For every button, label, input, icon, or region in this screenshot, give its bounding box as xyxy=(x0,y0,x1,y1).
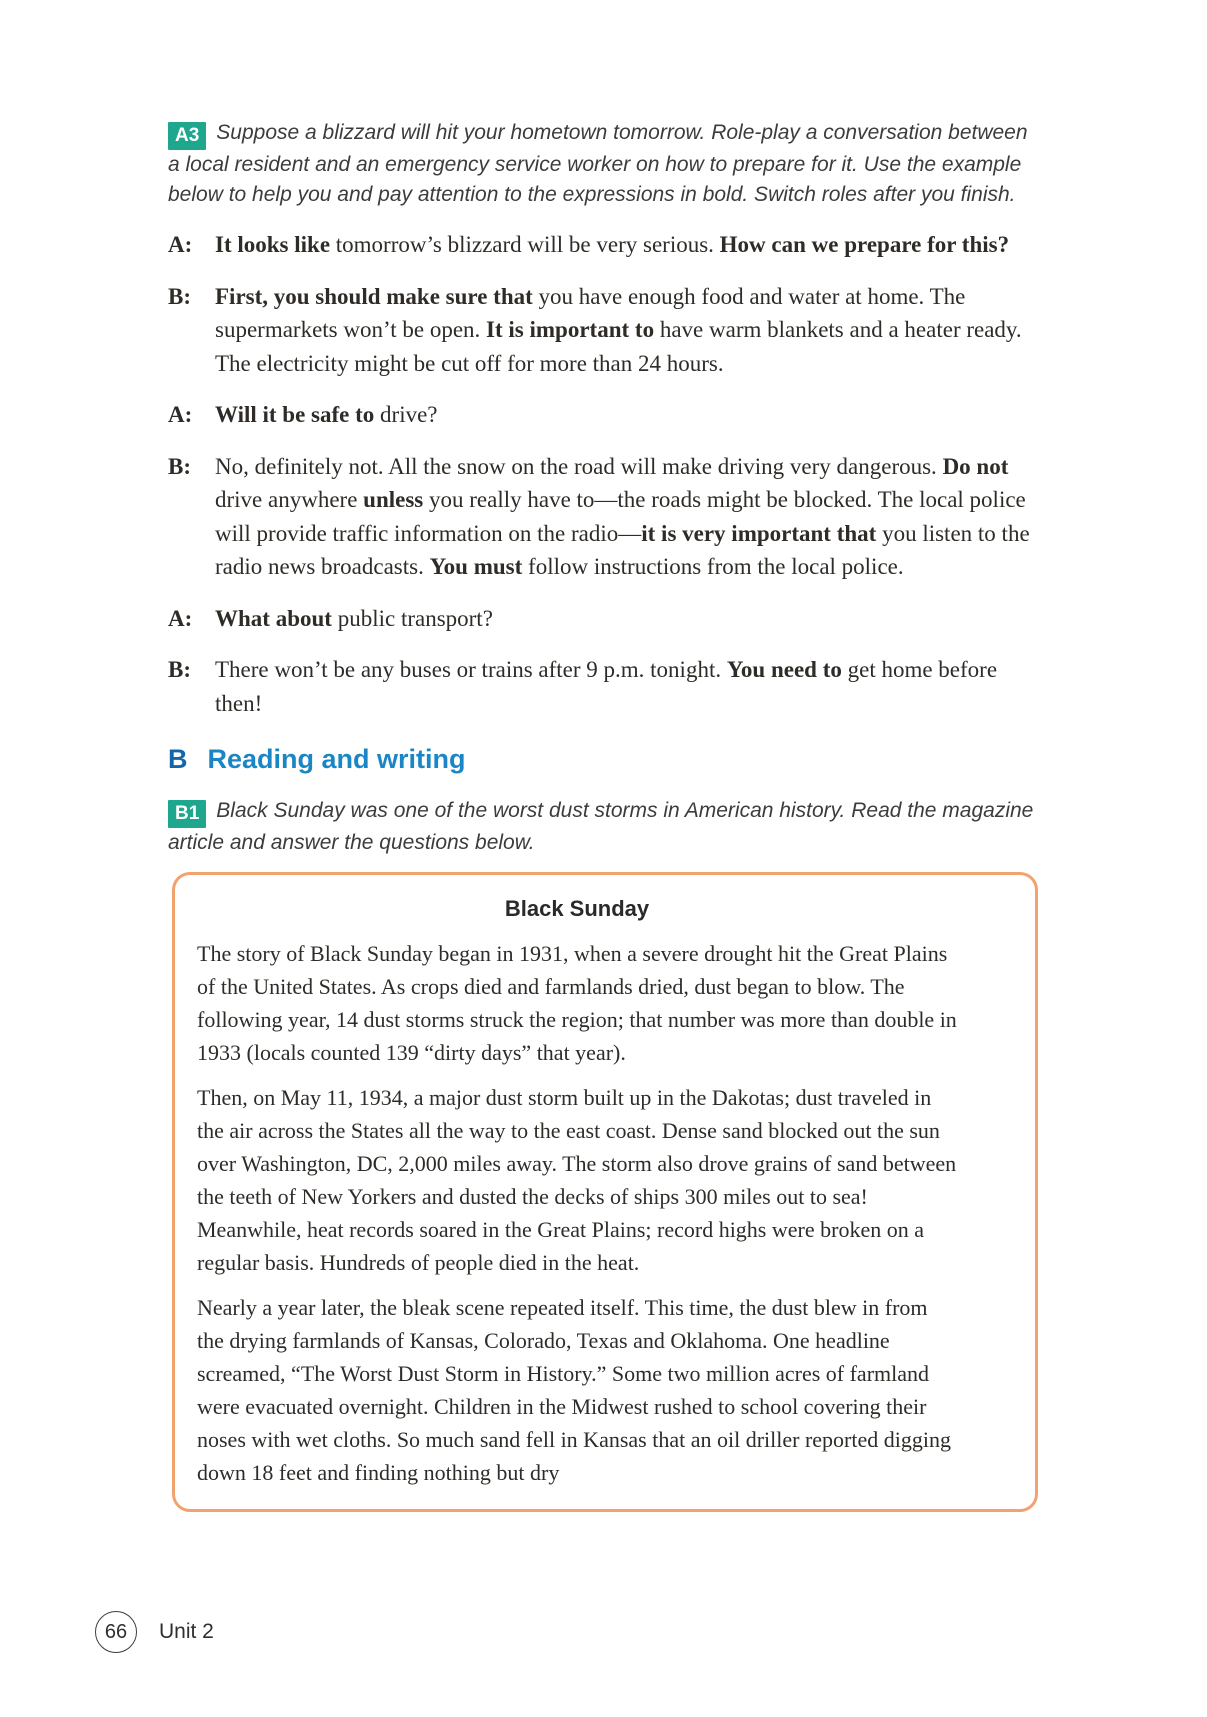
exercise-b1-instructions-text: Black Sunday was one of the worst dust storms in American history. Read the magazine article and answer the questions below. xyxy=(168,799,1034,854)
article-paragraph: Then, on May 11, 1934, a major dust storm built up in the Dakotas; dust traveled in the air across the States all the way to the east coast. Dense sand blocked out the sun over Washington, DC, 2,000 miles away. The storm also drove grains of sand between the teeth of New Yorkers and dusted the decks of ships 300 miles out to sea! Meanwhile, heat records soared in the Great Plains; record highs were broken on a regular basis. Hundreds of people died in the heat. xyxy=(197,1085,957,1275)
dialogue-text: No, definitely not. All the snow on the road will make driving very dangerous. Do not drive anywhere unless you really have to—the roads might be blocked. The local police will provide traffic information on the radio—it is very important that you listen to the radio news broadcasts. You must follow instructions from the local police. xyxy=(215,453,1030,579)
dialogue-row xyxy=(168,653,1038,720)
exercise-b1-badge: B1 xyxy=(168,800,206,828)
exercise-a3-instructions xyxy=(168,118,1038,210)
article-paragraph: The story of Black Sunday began in 1931, when a severe drought hit the Great Plains of the United States. As crops died and farmlands dried, dust began to blow. The following year, 14 dust storms struck the region; that number was more than double in 1933 (locals counted 139 “dirty days” that year). xyxy=(197,941,957,1065)
section-b-letter: B xyxy=(168,744,188,774)
dialogue-row xyxy=(168,228,1038,262)
exercise-a3-badge: A3 xyxy=(168,122,206,150)
section-b-title: Reading and writing xyxy=(207,744,466,774)
dialogue-text: Will it be safe to drive? xyxy=(215,402,438,427)
dialogue-text: There won’t be any buses or trains after 9 p.m. tonight. You need to get home before then! xyxy=(215,657,998,716)
article-paragraphs xyxy=(197,937,957,1489)
speaker-label: B: xyxy=(168,657,191,682)
page-content xyxy=(168,118,1038,1512)
unit-label: Unit 2 xyxy=(159,1620,214,1643)
article-paragraph: Nearly a year later, the bleak scene repeated itself. This time, the dust blew in from the drying farmlands of Kansas, Colorado, Texas and Oklahoma. One headline screamed, “The Worst Dust Storm in History.” Some two million acres of farmland were evacuated overnight. Children in the Midwest rushed to school covering their noses with wet cloths. So much sand fell in Kansas that an oil driller reported digging down 18 feet and finding nothing but dry xyxy=(197,1295,951,1485)
speaker-label: B: xyxy=(168,283,191,309)
article-box-inner xyxy=(197,893,957,1489)
dialogue-row xyxy=(168,280,1038,381)
speaker-label: A: xyxy=(168,605,193,631)
section-b-heading xyxy=(168,742,1038,776)
page-number: 66 xyxy=(104,1620,128,1643)
dialogue xyxy=(168,228,1038,720)
speaker-label: A: xyxy=(168,402,193,427)
dialogue-text: What about public transport? xyxy=(215,605,493,631)
exercise-a3-instructions-text: Suppose a blizzard will hit your hometown tomorrow. Role-play a conversation between a local resident and an emergency service worker on how to prepare for it. Use the example below to help you and pay attention to the expressions in bold. Switch roles after you finish. xyxy=(168,121,1028,206)
speaker-label: A: xyxy=(168,232,193,257)
exercise-b1-instructions xyxy=(168,796,1038,858)
speaker-label: B: xyxy=(168,453,191,479)
dialogue-row xyxy=(168,450,1038,584)
dialogue-text: It looks like tomorrow’s blizzard will be very serious. How can we prepare for this? xyxy=(215,232,1010,257)
dialogue-row xyxy=(168,602,1038,636)
page-footer xyxy=(95,1611,214,1653)
article-title: Black Sunday xyxy=(504,896,650,921)
article-box xyxy=(172,872,1038,1512)
dialogue-text: First, you should make sure that you have enough food and water at home. The supermarkets won’t be open. It is important to have warm blankets and a heater ready. The electricity might be cut off for more than 24 hours. xyxy=(215,283,1022,376)
page-number-badge xyxy=(95,1611,137,1653)
dialogue-row xyxy=(168,398,1038,432)
